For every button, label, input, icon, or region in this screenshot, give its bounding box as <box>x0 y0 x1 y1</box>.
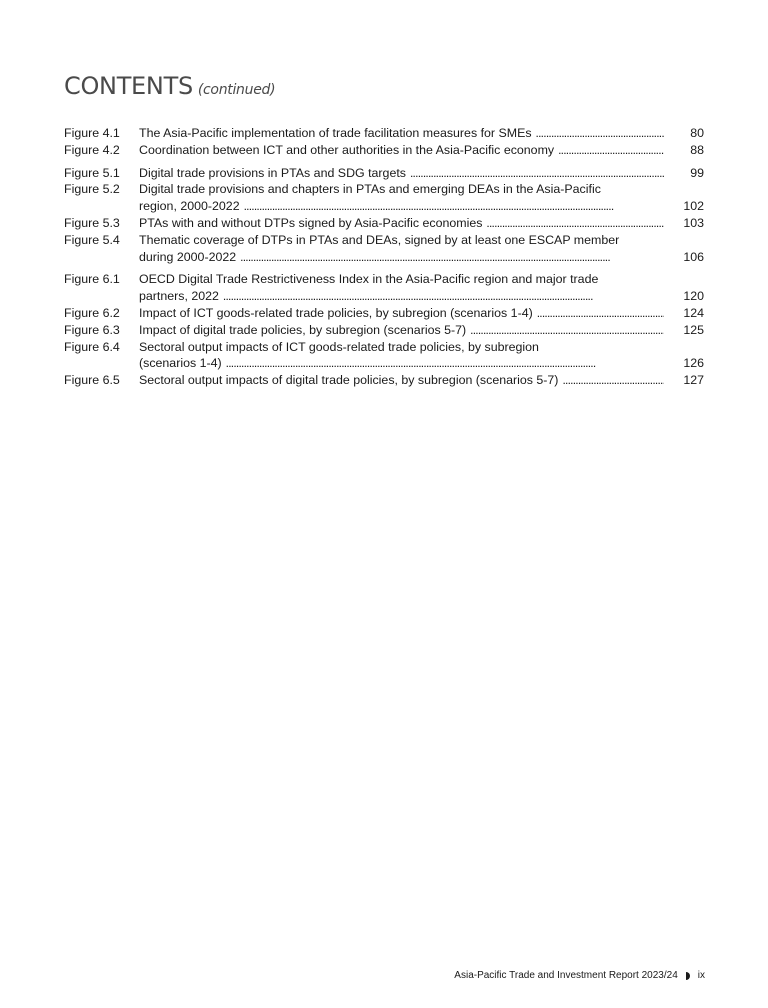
toc-entry[interactable] <box>64 215 704 232</box>
figure-label: Figure 6.1 <box>64 272 120 287</box>
entry-body <box>139 142 704 159</box>
figure-label: Figure 5.1 <box>64 165 120 180</box>
figure-label: Figure 5.2 <box>64 182 120 197</box>
dot-leader <box>226 355 664 372</box>
figure-title: during 2000-2022 <box>139 249 237 264</box>
figure-title: region, 2000-2022 <box>139 199 240 214</box>
figure-title-line <box>139 198 704 215</box>
figure-title: Digital trade provisions in PTAs and SDG targets <box>139 165 406 180</box>
figure-title-line <box>139 165 704 182</box>
figure-label: Figure 5.3 <box>64 215 120 230</box>
entry-body <box>139 181 704 215</box>
figure-title-line <box>139 372 704 389</box>
page-number-ref[interactable]: 88 <box>690 142 704 157</box>
figure-title-first-line: Digital trade provisions and chapters in PTAs and emerging DEAs in the Asia-Pacific <box>139 182 601 197</box>
dot-leader <box>562 372 664 389</box>
entry-body <box>139 372 704 389</box>
figure-label: Figure 6.5 <box>64 373 120 388</box>
report-title: Asia-Pacific Trade and Investment Report 2023/24 <box>454 970 678 981</box>
dot-leader <box>410 165 664 182</box>
page-number-ref[interactable]: 99 <box>690 165 704 180</box>
dot-leader <box>537 305 664 322</box>
figure-title-line <box>139 249 704 266</box>
figure-label: Figure 6.2 <box>64 305 120 320</box>
figure-label: Figure 6.4 <box>64 339 120 354</box>
toc-group <box>64 165 704 266</box>
figure-title-first-line: Thematic coverage of DTPs in PTAs and DEAs, signed by at least one ESCAP member <box>139 232 620 247</box>
toc-entry[interactable] <box>64 322 704 339</box>
toc-entry[interactable] <box>64 181 704 215</box>
page-number-ref[interactable]: 125 <box>683 322 704 337</box>
page-number-ref[interactable]: 120 <box>683 289 704 304</box>
figure-title-line <box>139 288 704 305</box>
half-circle-marker-icon <box>684 972 692 980</box>
figure-title: partners, 2022 <box>139 289 219 304</box>
entry-body <box>139 165 704 182</box>
page-number-ref[interactable]: 126 <box>683 356 704 371</box>
entry-body <box>139 232 704 266</box>
figure-title: Coordination between ICT and other authorities in the Asia-Pacific economy <box>139 142 555 157</box>
figure-title-line <box>139 305 704 322</box>
figure-label: Figure 4.2 <box>64 142 120 157</box>
dot-leader <box>240 249 664 266</box>
table-of-figures <box>64 125 704 395</box>
toc-entry[interactable] <box>64 339 704 373</box>
toc-entry[interactable] <box>64 305 704 322</box>
continued-label: (continued) <box>197 82 276 98</box>
page-number-ref[interactable]: 124 <box>683 305 704 320</box>
toc-entry[interactable] <box>64 165 704 182</box>
dot-leader <box>470 322 664 339</box>
toc-entry[interactable] <box>64 125 704 142</box>
contents-heading: CONTENTS <box>64 72 193 100</box>
figure-title-line <box>139 142 704 159</box>
figure-title-first-line: OECD Digital Trade Restrictiveness Index in the Asia-Pacific region and major trade <box>139 272 599 287</box>
figure-title-line <box>139 322 704 339</box>
dot-leader <box>223 288 664 305</box>
figure-title-line <box>139 215 704 232</box>
toc-group <box>64 271 704 389</box>
page-number-ref[interactable]: 106 <box>683 249 704 264</box>
figure-title-first-line: Sectoral output impacts of ICT goods-related trade policies, by subregion <box>139 339 539 354</box>
entry-body <box>139 322 704 339</box>
entry-body <box>139 271 704 305</box>
figure-title-line <box>139 355 704 372</box>
toc-entry[interactable] <box>64 372 704 389</box>
page-number-ref[interactable]: 127 <box>683 373 704 388</box>
figure-label: Figure 4.1 <box>64 126 120 140</box>
figure-title: Impact of ICT goods-related trade policies, by subregion (scenarios 1-4) <box>139 305 533 320</box>
entry-body <box>139 125 704 142</box>
entry-body <box>139 305 704 322</box>
dot-leader <box>536 125 664 142</box>
page-title <box>64 70 275 106</box>
dot-leader <box>486 215 664 232</box>
dot-leader <box>558 142 664 159</box>
page-number-ref[interactable]: 80 <box>690 126 704 140</box>
figure-title: Sectoral output impacts of digital trade policies, by subregion (scenarios 5-7) <box>139 373 559 388</box>
toc-entry[interactable] <box>64 232 704 266</box>
figure-title: Impact of digital trade policies, by subregion (scenarios 5-7) <box>139 322 467 337</box>
toc-group <box>64 125 704 159</box>
page-footer <box>454 970 705 981</box>
figure-label: Figure 5.4 <box>64 232 120 247</box>
page-number: ix <box>697 970 705 981</box>
toc-entry[interactable] <box>64 142 704 159</box>
figure-title: The Asia-Pacific implementation of trade facilitation measures for SMEs <box>139 126 532 140</box>
figure-title-line <box>139 125 704 142</box>
figure-title: PTAs with and without DTPs signed by Asia-Pacific economies <box>139 215 483 230</box>
figure-label: Figure 6.3 <box>64 322 120 337</box>
page-number-ref[interactable]: 102 <box>683 199 704 214</box>
figure-title: (scenarios 1-4) <box>139 356 222 371</box>
dot-leader <box>244 198 664 215</box>
entry-body <box>139 215 704 232</box>
page-number-ref[interactable]: 103 <box>683 215 704 230</box>
toc-entry[interactable] <box>64 271 704 305</box>
entry-body <box>139 339 704 373</box>
